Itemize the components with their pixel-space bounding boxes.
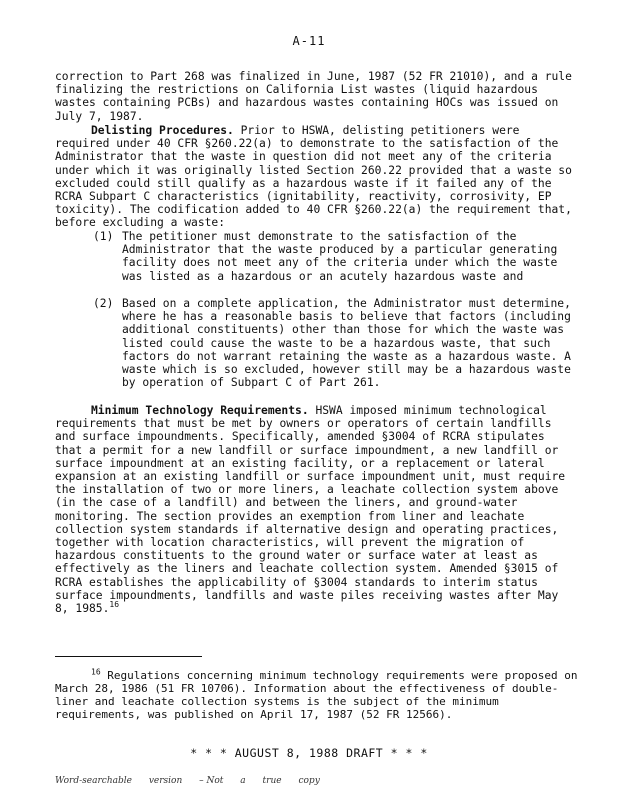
paragraph-land-disposal-continued: correction to Part 268 was finalized in June, 1987 (52 FR 21010), and a rule finalizing the restrictions on California List wastes (liquid hazardous wastes containing PCBs) and hazardous wastes containing HOCs was issued on July 7, 1987. [55,70,572,123]
watermark-word: a [240,776,246,786]
paragraph-delisting [55,124,575,230]
watermark-word: true [262,776,282,786]
watermark-word: version [148,776,183,786]
delisting-body-text: Prior to HSWA, delisting petitioners were required under 40 CFR §260.22(a) to demonstrate to the satisfaction of the Administrator that the waste in question did not meet any of the criteria under which it was originally listed Section 260.22 provided that a waste so excluded could still qualify as a hazardous waste if it failed any of the RCRA Subpart C characteristics (ignitability, reactivity, corrosivity, EP toxicity). The codification added to 40 CFR §260.22(a) the requirement that, before excluding a waste: [55,124,572,230]
footnote-16 [55,669,585,721]
watermark-word: copy [298,776,320,786]
heading-delisting-procedures: Delisting Procedures. [91,124,234,137]
footnote-reference-16: 16 [109,600,120,610]
paragraph-minimum-technology [55,404,575,615]
watermark-word: Word-searchable [55,776,132,786]
page-number: A-11 [292,34,326,48]
footnote-divider [55,656,202,657]
list-item-1 [93,230,581,283]
watermark-word: – Not [199,776,224,786]
list-item-1-text: The petitioner must demonstrate to the satisfaction of the Administrator that the waste produced by a particular generating facility does not meet any of the criteria under which the waste was listed as a hazardous or an acutely hazardous waste and [122,230,558,283]
list-item-2-number: (2) [93,297,114,310]
list-item-2-text: Based on a complete application, the Administrator must determine, where he has a reasonable basis to believe that factors (including additional constituents) other than those for which the waste was listed could cause the waste to be a hazardous waste, that such factors do not warrant retaining the waste as a hazardous waste. A waste which is so excluded, however still may be a hazardous waste by operation of Subpart C of Part 261. [122,297,571,390]
minimum-technology-body-text: HSWA imposed minimum technological requirements that must be met by owners or operators of certain landfills and surface impoundments. Specifically, amended §3004 of RCRA stipulates that a permit for a new landfill or surface impoundment, a new landfill or surface impoundment at an existing facility, or a replacement or lateral expansion at an existing landfill or surface impoundment unit, must require the installation of two or more liners, a leachate collection system above (in the case of a landfill) and between the liners, and ground-water monitoring. The section provides an exemption from liner and leachate collection system standards if alternative design and operating practices, together with location characteristics, will prevent the migration of hazardous constituents to the ground water or surface water at least as effectively as the liners and leachate collection system. Amended §3015 of RCRA establishes the applicability of §3004 standards to interim status surface impoundments, landfills and waste piles receiving wastes after May 8, 1985. [55,404,566,616]
heading-minimum-technology-requirements: Minimum Technology Requirements. [91,404,309,417]
list-item-1-number: (1) [93,230,114,243]
list-item-2 [93,297,581,389]
watermark-notice [55,776,334,786]
footnote-marker: 16 [91,667,101,677]
draft-date-line: * * * AUGUST 8, 1988 DRAFT * * * [190,746,428,760]
footnote-text: Regulations concerning minimum technology requirements were proposed on March 28, 1986 (51 FR 10706). Information about the effectiveness of double-liner and leachate collection systems is the subject of the minimum requirements, was published on April 17, 1987 (52 FR 12566). [55,669,578,721]
